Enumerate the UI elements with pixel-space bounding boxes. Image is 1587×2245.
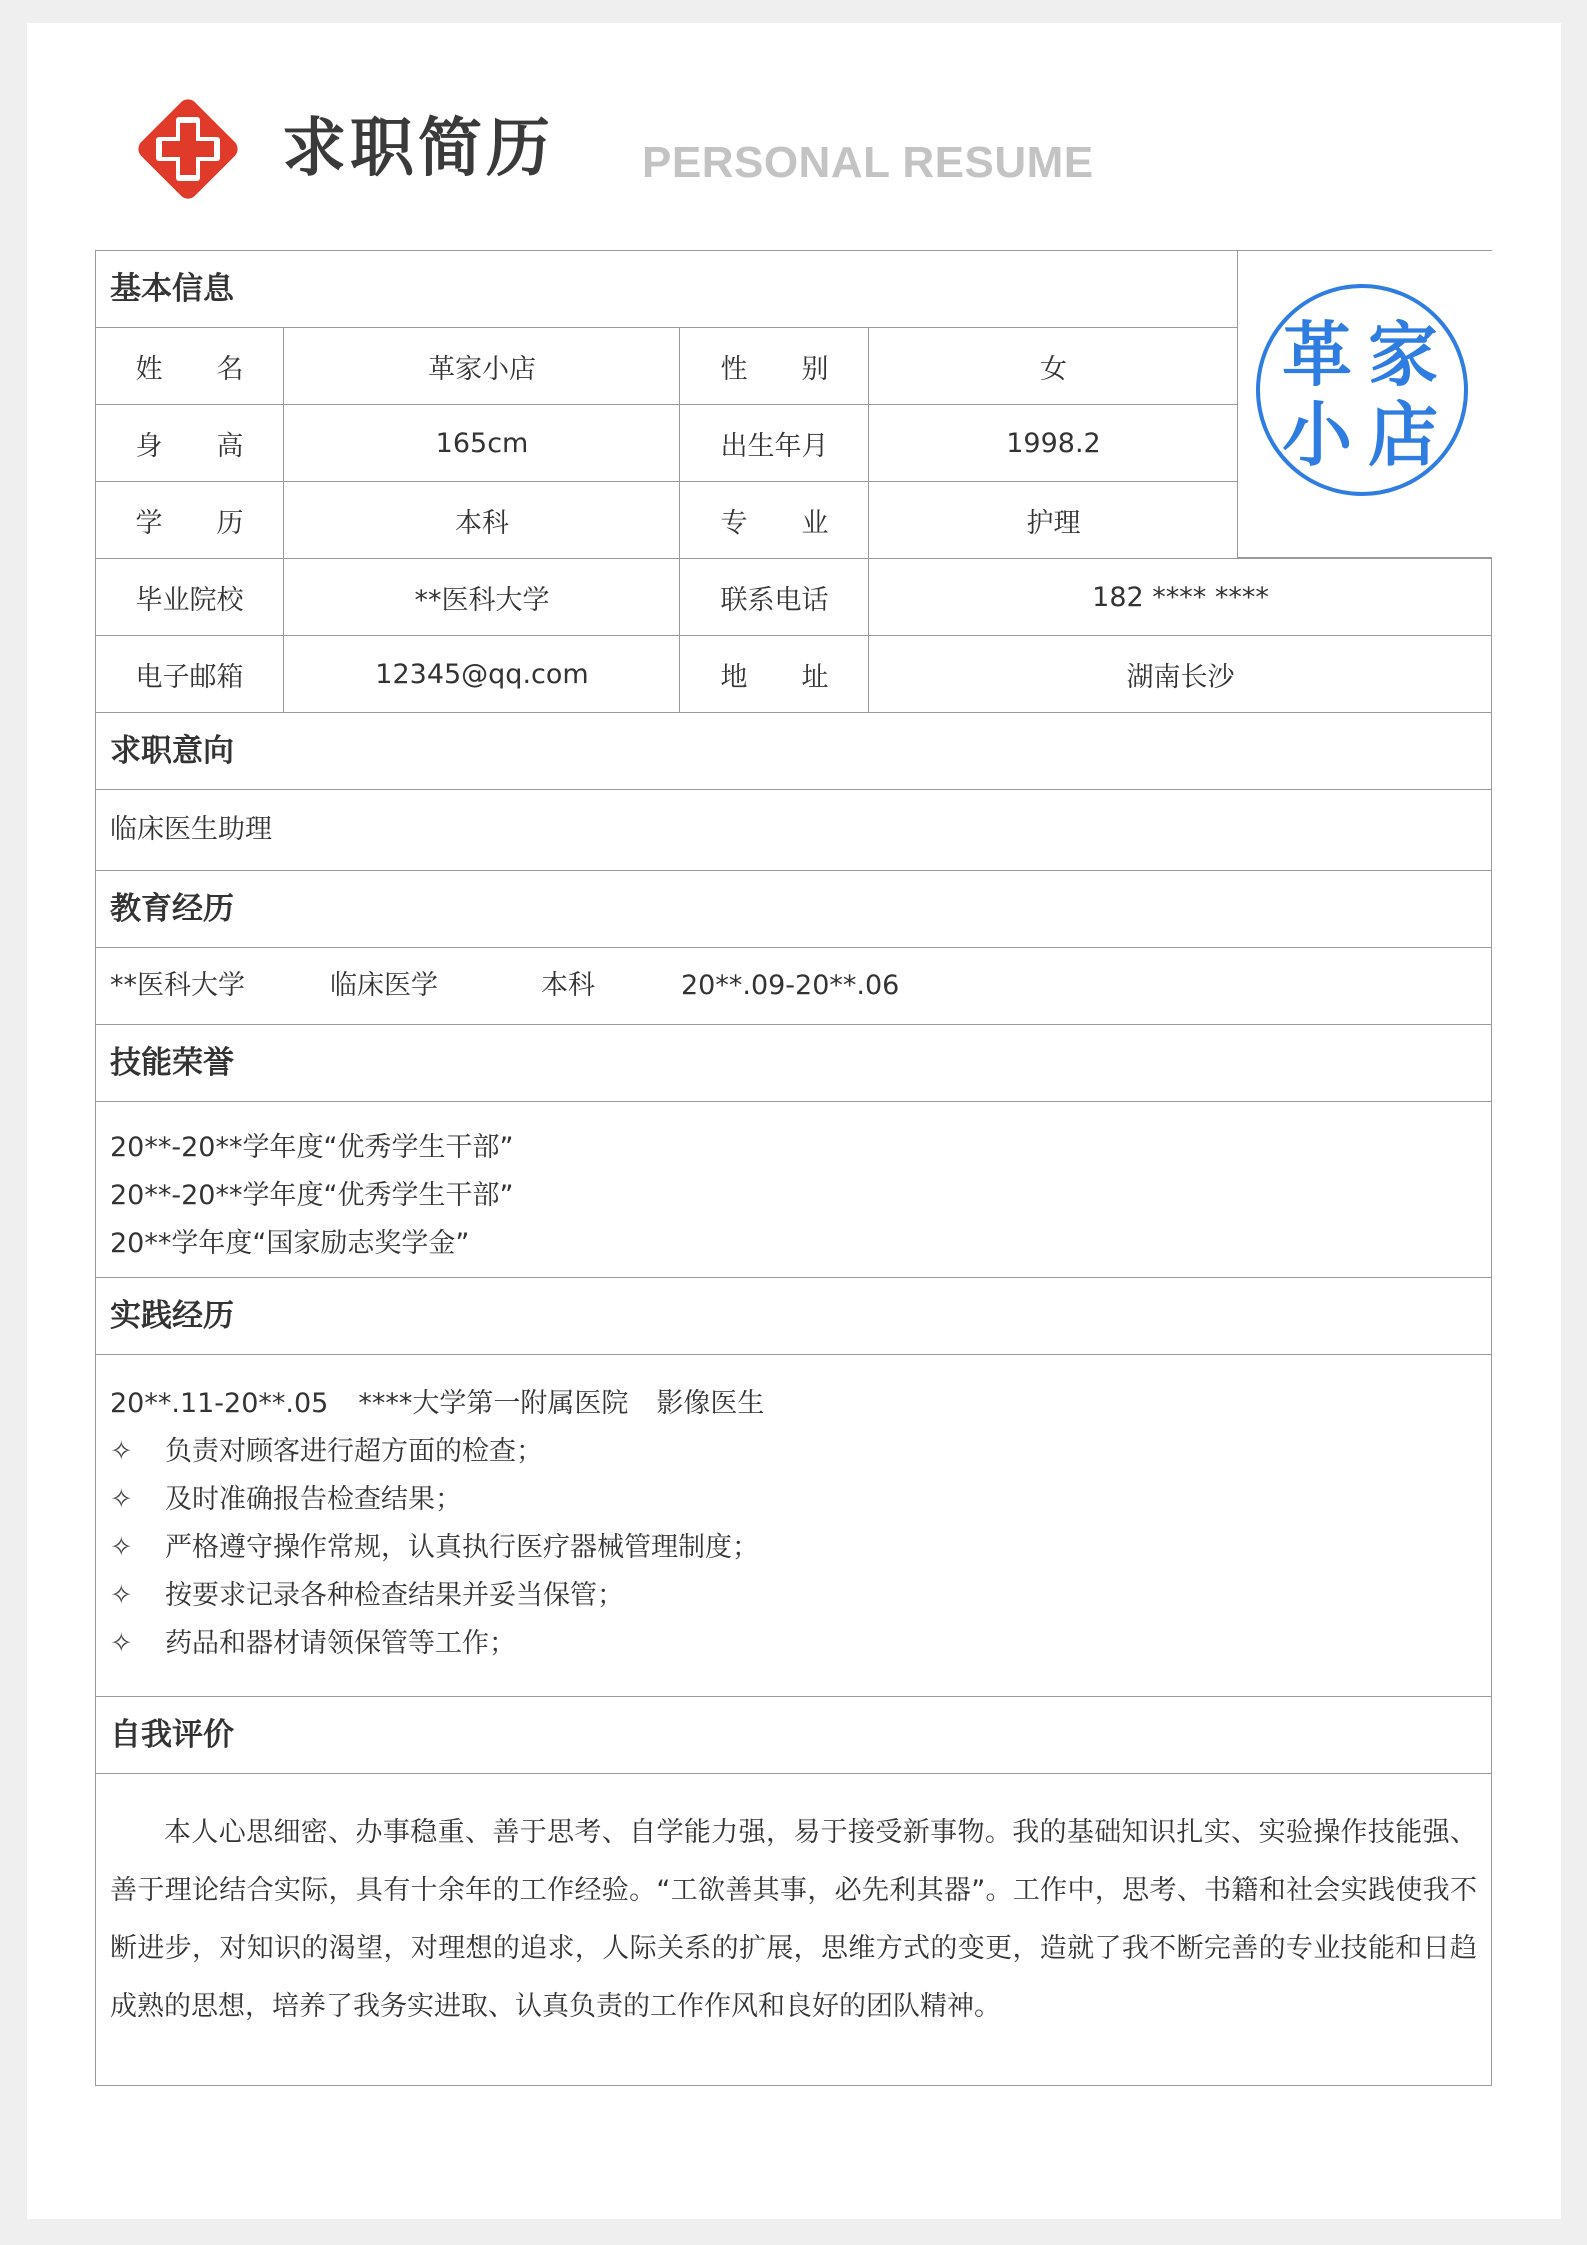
evaluation-text: 本人心思细密、办事稳重、善于思考、自学能力强，易于接受新事物。我的基础知识扎实、实验操作技能强、善于理论结合实际，具有十余年的工作经验。“工欲善其事，必先利其器”。工作中，思考、书籍和社会实践使我不断进步，对知识的渴望，对理想的追求，人际关系的扩展，思维方式的变更，造就了我不断完善的专业技能和日趋成熟的思想，培养了我务实进取、认真负责的工作作风和良好的团队精神。	[110, 1817, 1477, 2022]
practice-period: 20**.11-20**.05	[110, 1388, 329, 1419]
education-degree: 本科	[541, 970, 595, 1001]
education-entry	[96, 948, 1491, 1025]
label-birth: 出生年月	[679, 405, 869, 481]
value-birth: 1998.2	[868, 405, 1238, 481]
value-email: 12345@qq.com	[283, 636, 680, 712]
practice-bullet-text: 药品和器材请领保管等工作；	[165, 1628, 516, 1659]
practice-bullet-text: 严格遵守操作常规，认真执行医疗器械管理制度；	[165, 1532, 759, 1563]
stamp-char-3: 小	[1282, 394, 1352, 476]
value-gender: 女	[868, 328, 1238, 404]
intent-text: 临床医生助理	[110, 814, 272, 845]
label-name: 姓 名	[135, 353, 244, 385]
resume-page	[27, 23, 1561, 2219]
label-email: 电子邮箱	[135, 661, 244, 693]
photo-area	[1237, 251, 1492, 558]
practice-bullet-text: 按要求记录各种检查结果并妥当保管；	[165, 1580, 624, 1611]
resume-subtitle: PERSONAL RESUME	[642, 138, 1094, 187]
section-title-skills: 技能荣誉	[96, 1025, 1491, 1102]
resume-table	[95, 250, 1492, 2086]
sparkle-bullet-icon: ✧	[110, 1532, 133, 1563]
skill-item: 20**学年度“国家励志奖学金”	[110, 1228, 470, 1259]
practice-org: ****大学第一附属医院	[358, 1388, 629, 1419]
info-row	[96, 559, 1491, 636]
shop-seal-stamp	[1253, 281, 1471, 499]
value-address: 湖南长沙	[868, 636, 1492, 712]
resume-title: 求职简历	[282, 112, 554, 186]
skill-item: 20**-20**学年度“优秀学生干部”	[110, 1132, 514, 1163]
section-title-practice: 实践经历	[96, 1278, 1491, 1355]
practice-bullet	[110, 1620, 1477, 1668]
intent-value	[96, 790, 1491, 871]
education-major: 临床医学	[330, 970, 438, 1001]
sparkle-bullet-icon: ✧	[110, 1436, 133, 1467]
stamp-char-1: 革	[1282, 314, 1352, 396]
label-address: 地 址	[679, 636, 869, 712]
info-row	[96, 636, 1491, 713]
practice-bullet-text: 及时准确报告检查结果；	[165, 1484, 462, 1515]
skills-list	[96, 1102, 1491, 1278]
label-degree: 学 历	[135, 507, 244, 539]
practice-entry	[96, 1355, 1491, 1697]
practice-header	[110, 1380, 1477, 1428]
sparkle-bullet-icon: ✧	[110, 1580, 133, 1611]
value-major: 护理	[868, 482, 1238, 558]
sparkle-bullet-icon: ✧	[110, 1628, 133, 1659]
section-title-evaluation: 自我评价	[96, 1697, 1491, 1774]
skill-item: 20**-20**学年度“优秀学生干部”	[110, 1180, 514, 1211]
value-school: **医科大学	[283, 559, 680, 635]
section-title-basic: 基本信息	[96, 251, 1251, 328]
practice-bullet	[110, 1572, 1477, 1620]
stamp-char-4: 店	[1368, 394, 1438, 476]
label-gender: 性 别	[679, 328, 869, 404]
section-title-intent: 求职意向	[96, 713, 1491, 790]
label-phone: 联系电话	[679, 559, 869, 635]
practice-bullet	[110, 1476, 1477, 1524]
practice-bullet-text: 负责对顾客进行超方面的检查；	[165, 1436, 543, 1467]
practice-role: 影像医生	[656, 1388, 765, 1419]
label-height: 身 高	[135, 430, 244, 462]
value-height: 165cm	[283, 405, 680, 481]
section-title-education: 教育经历	[96, 871, 1491, 948]
label-school: 毕业院校	[135, 584, 244, 616]
education-period: 20**.09-20**.06	[681, 970, 900, 1001]
red-cross-logo-icon	[134, 95, 242, 203]
stamp-char-2: 家	[1368, 314, 1438, 396]
sparkle-bullet-icon: ✧	[110, 1484, 133, 1515]
value-name: 革家小店	[283, 328, 680, 404]
value-phone: 182 **** ****	[868, 559, 1492, 635]
practice-bullet	[110, 1428, 1477, 1476]
practice-bullet	[110, 1524, 1477, 1572]
evaluation-body	[96, 1774, 1491, 2086]
label-major: 专 业	[679, 482, 869, 558]
education-school: **医科大学	[110, 970, 245, 1001]
value-degree: 本科	[283, 482, 680, 558]
